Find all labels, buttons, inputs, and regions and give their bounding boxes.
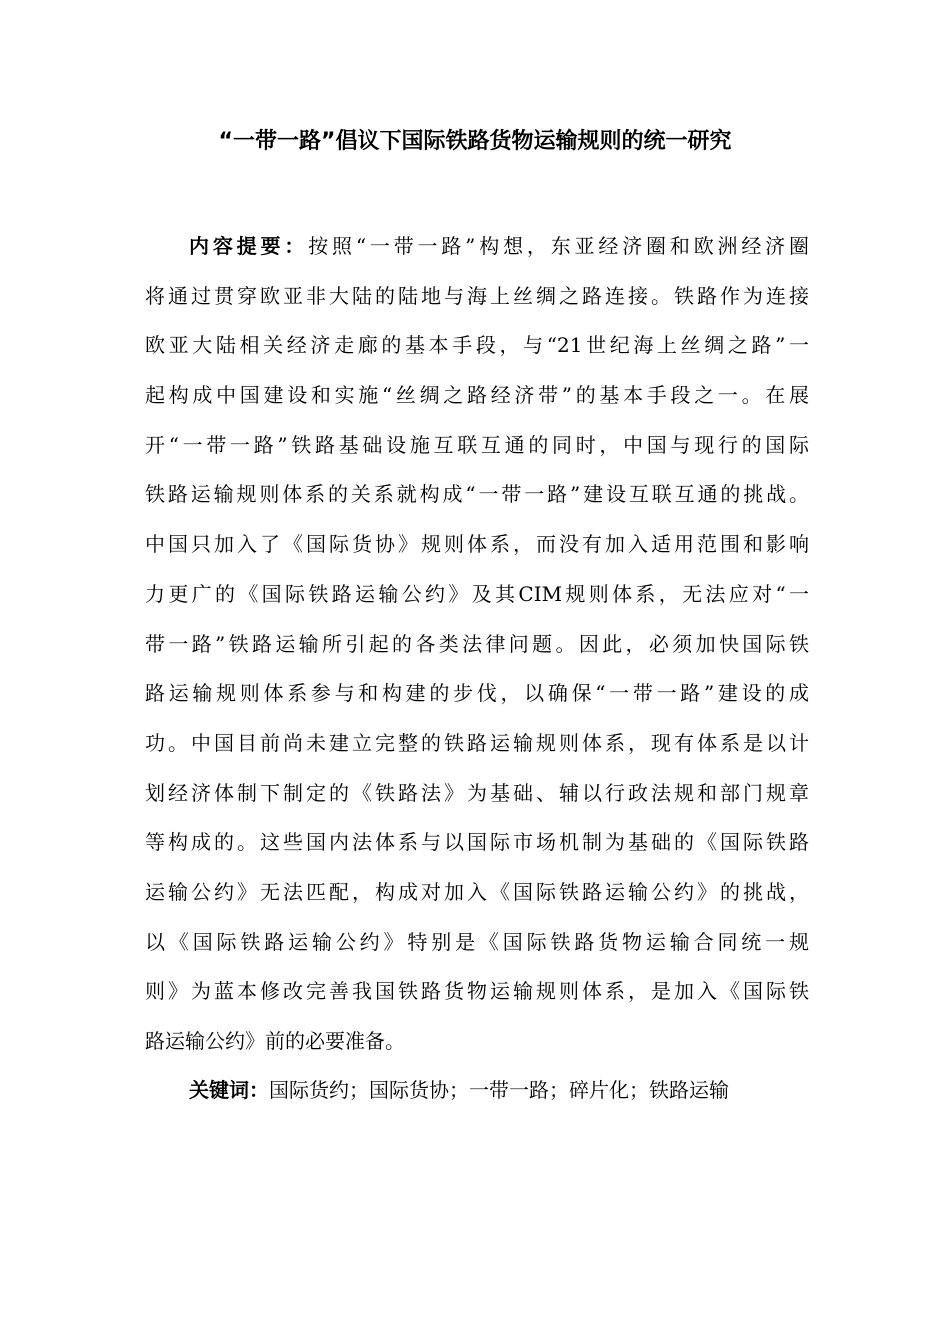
keywords-section: [189, 1066, 809, 1116]
abstract-line: 路运输公约》前的必要准备。: [145, 1029, 405, 1053]
abstract-line: 运输公约》无法匹配，构成对加入《国际铁路运输公约》的挑战，: [145, 879, 809, 904]
abstract-line: 划经济体制下制定的《铁路法》为基础、辅以行政法规和部门规章: [145, 780, 809, 805]
abstract-line: 带一路”铁路运输所引起的各类法律问题。因此，必须加快国际铁: [145, 631, 809, 656]
abstract-line: 则》为蓝本修改完善我国铁路货物运输规则体系，是加入《国际铁: [145, 979, 809, 1004]
document-title: “一带一路”倡议下国际铁路货物运输规则的统一研究: [218, 129, 732, 154]
abstract-line: 中国只加入了《国际货协》规则体系，而没有加入适用范围和影响: [145, 532, 809, 557]
abstract-line-text: 按照“一带一路”构想，东亚经济圈和欧洲经济圈: [308, 234, 810, 258]
abstract-line: 铁路运输规则体系的关系就构成“一带一路”建设互联互通的挑战。: [145, 482, 809, 507]
keywords-label: 关键词：: [189, 1078, 269, 1102]
abstract-line: 等构成的。这些国内法体系与以国际市场机制为基础的《国际铁路: [145, 830, 809, 855]
abstract-line: [145, 222, 809, 272]
keywords-text: 国际货约；国际货协；一带一路；碎片化；铁路运输: [269, 1078, 729, 1102]
abstract-line: 开“一带一路”铁路基础设施互联互通的同时，中国与现行的国际: [145, 432, 809, 457]
abstract-label: 内容提要：: [189, 234, 309, 258]
abstract-section: [145, 222, 809, 1067]
abstract-line: 欧亚大陆相关经济走廊的基本手段，与“21世纪海上丝绸之路”一: [145, 333, 809, 358]
abstract-line: 力更广的《国际铁路运输公约》及其CIM规则体系，无法应对“一: [145, 581, 809, 606]
abstract-line: 起构成中国建设和实施“丝绸之路经济带”的基本手段之一。在展: [145, 383, 809, 408]
abstract-line: 路运输规则体系参与和构建的步伐，以确保“一带一路”建设的成: [145, 681, 809, 706]
abstract-line: 功。中国目前尚未建立完整的铁路运输规则体系，现有体系是以计: [145, 730, 809, 755]
abstract-line: 将通过贯穿欧亚非大陆的陆地与海上丝绸之路连接。铁路作为连接: [145, 283, 809, 308]
abstract-line: 以《国际铁路运输公约》特别是《国际铁路货物运输合同统一规: [145, 929, 809, 954]
